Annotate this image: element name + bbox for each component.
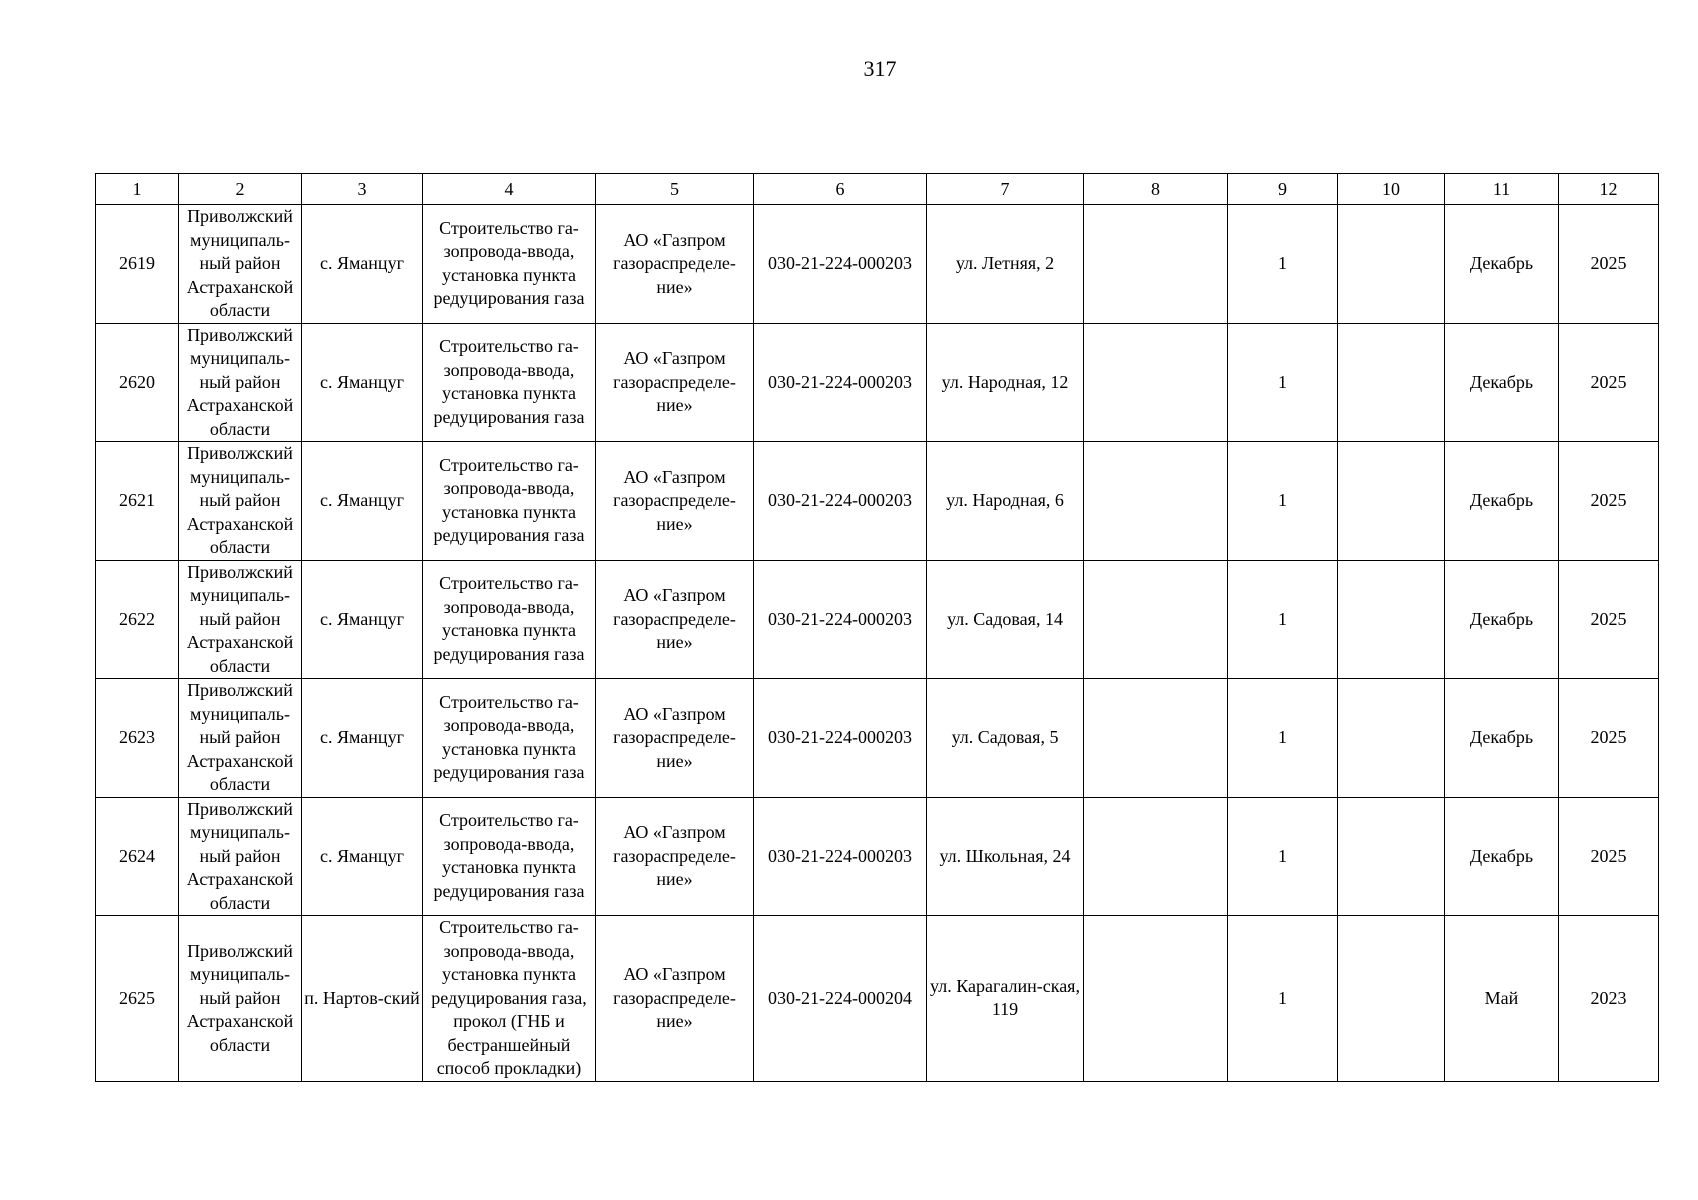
column-10-cell <box>1338 916 1445 1082</box>
row-number-cell: 2621 <box>96 442 179 561</box>
row-number-cell: 2625 <box>96 916 179 1082</box>
column-8-cell <box>1084 797 1228 916</box>
column-header: 2 <box>179 174 302 205</box>
month-cell: Декабрь <box>1445 442 1559 561</box>
work-description-cell: Строительство га-зопровода-ввода, установка пункта редуцирования газа <box>423 205 596 324</box>
object-code-cell: 030-21-224-000204 <box>754 916 927 1082</box>
settlement-cell: с. Яманцуг <box>302 205 423 324</box>
organization-cell: АО «Газпром газораспределе-ние» <box>596 442 754 561</box>
column-header: 1 <box>96 174 179 205</box>
table-row <box>96 205 1659 324</box>
object-code-cell: 030-21-224-000203 <box>754 560 927 679</box>
district-cell: Приволжский муниципаль-ный район Астраханской области <box>179 323 302 442</box>
row-number-cell: 2624 <box>96 797 179 916</box>
column-header: 12 <box>1559 174 1659 205</box>
organization-cell: АО «Газпром газораспределе-ние» <box>596 560 754 679</box>
object-code-cell: 030-21-224-000203 <box>754 323 927 442</box>
column-header: 3 <box>302 174 423 205</box>
table-row <box>96 797 1659 916</box>
district-cell: Приволжский муниципаль-ный район Астраханской области <box>179 205 302 324</box>
organization-cell: АО «Газпром газораспределе-ние» <box>596 679 754 798</box>
address-cell: ул. Летняя, 2 <box>927 205 1084 324</box>
column-8-cell <box>1084 916 1228 1082</box>
row-number-cell: 2623 <box>96 679 179 798</box>
district-cell: Приволжский муниципаль-ный район Астраханской области <box>179 797 302 916</box>
address-cell: ул. Народная, 6 <box>927 442 1084 561</box>
column-10-cell <box>1338 442 1445 561</box>
month-cell: Декабрь <box>1445 797 1559 916</box>
column-9-cell: 1 <box>1228 679 1338 798</box>
row-number-cell: 2619 <box>96 205 179 324</box>
address-cell: ул. Садовая, 14 <box>927 560 1084 679</box>
object-code-cell: 030-21-224-000203 <box>754 205 927 324</box>
column-10-cell <box>1338 560 1445 679</box>
year-cell: 2025 <box>1559 442 1659 561</box>
district-cell: Приволжский муниципаль-ный район Астраханской области <box>179 679 302 798</box>
work-description-cell: Строительство га-зопровода-ввода, установка пункта редуцирования газа <box>423 442 596 561</box>
year-cell: 2023 <box>1559 916 1659 1082</box>
district-cell: Приволжский муниципаль-ный район Астраханской области <box>179 916 302 1082</box>
month-cell: Декабрь <box>1445 679 1559 798</box>
district-cell: Приволжский муниципаль-ный район Астраханской области <box>179 442 302 561</box>
column-8-cell <box>1084 442 1228 561</box>
district-cell: Приволжский муниципаль-ный район Астраханской области <box>179 560 302 679</box>
object-code-cell: 030-21-224-000203 <box>754 442 927 561</box>
settlement-cell: с. Яманцуг <box>302 442 423 561</box>
header-row <box>96 174 1659 205</box>
month-cell: Май <box>1445 916 1559 1082</box>
column-9-cell: 1 <box>1228 797 1338 916</box>
settlement-cell: п. Нартов-ский <box>302 916 423 1082</box>
address-cell: ул. Народная, 12 <box>927 323 1084 442</box>
month-cell: Декабрь <box>1445 205 1559 324</box>
column-8-cell <box>1084 679 1228 798</box>
settlement-cell: с. Яманцуг <box>302 323 423 442</box>
column-9-cell: 1 <box>1228 442 1338 561</box>
column-header: 9 <box>1228 174 1338 205</box>
month-cell: Декабрь <box>1445 323 1559 442</box>
column-10-cell <box>1338 679 1445 798</box>
year-cell: 2025 <box>1559 323 1659 442</box>
column-9-cell: 1 <box>1228 560 1338 679</box>
column-10-cell <box>1338 205 1445 324</box>
organization-cell: АО «Газпром газораспределе-ние» <box>596 323 754 442</box>
work-description-cell: Строительство га-зопровода-ввода, установка пункта редуцирования газа <box>423 323 596 442</box>
year-cell: 2025 <box>1559 679 1659 798</box>
column-header: 4 <box>423 174 596 205</box>
column-9-cell: 1 <box>1228 205 1338 324</box>
organization-cell: АО «Газпром газораспределе-ние» <box>596 205 754 324</box>
column-header: 11 <box>1445 174 1559 205</box>
column-8-cell <box>1084 323 1228 442</box>
settlement-cell: с. Яманцуг <box>302 560 423 679</box>
row-number-cell: 2622 <box>96 560 179 679</box>
work-description-cell: Строительство га-зопровода-ввода, установка пункта редуцирования газа <box>423 797 596 916</box>
column-8-cell <box>1084 560 1228 679</box>
page-number: 317 <box>863 56 897 81</box>
column-10-cell <box>1338 323 1445 442</box>
year-cell: 2025 <box>1559 797 1659 916</box>
column-10-cell <box>1338 797 1445 916</box>
address-cell: ул. Карагалин-ская, 119 <box>927 916 1084 1082</box>
settlement-cell: с. Яманцуг <box>302 797 423 916</box>
table-row <box>96 323 1659 442</box>
column-header: 10 <box>1338 174 1445 205</box>
row-number-cell: 2620 <box>96 323 179 442</box>
organization-cell: АО «Газпром газораспределе-ние» <box>596 797 754 916</box>
month-cell: Декабрь <box>1445 560 1559 679</box>
table-row <box>96 916 1659 1082</box>
column-header: 5 <box>596 174 754 205</box>
address-cell: ул. Садовая, 5 <box>927 679 1084 798</box>
address-cell: ул. Школьная, 24 <box>927 797 1084 916</box>
table-row <box>96 679 1659 798</box>
column-8-cell <box>1084 205 1228 324</box>
work-description-cell: Строительство га-зопровода-ввода, установка пункта редуцирования газа, прокол (ГНБ и бестраншейный способ прокладки) <box>423 916 596 1082</box>
object-code-cell: 030-21-224-000203 <box>754 679 927 798</box>
gas-pipeline-register-table <box>95 173 1659 1082</box>
column-9-cell: 1 <box>1228 916 1338 1082</box>
work-description-cell: Строительство га-зопровода-ввода, установка пункта редуцирования газа <box>423 560 596 679</box>
column-9-cell: 1 <box>1228 323 1338 442</box>
year-cell: 2025 <box>1559 560 1659 679</box>
table-row <box>96 560 1659 679</box>
column-header: 7 <box>927 174 1084 205</box>
column-header: 6 <box>754 174 927 205</box>
table-row <box>96 442 1659 561</box>
organization-cell: АО «Газпром газораспределе-ние» <box>596 916 754 1082</box>
settlement-cell: с. Яманцуг <box>302 679 423 798</box>
work-description-cell: Строительство га-зопровода-ввода, установка пункта редуцирования газа <box>423 679 596 798</box>
object-code-cell: 030-21-224-000203 <box>754 797 927 916</box>
column-header: 8 <box>1084 174 1228 205</box>
year-cell: 2025 <box>1559 205 1659 324</box>
